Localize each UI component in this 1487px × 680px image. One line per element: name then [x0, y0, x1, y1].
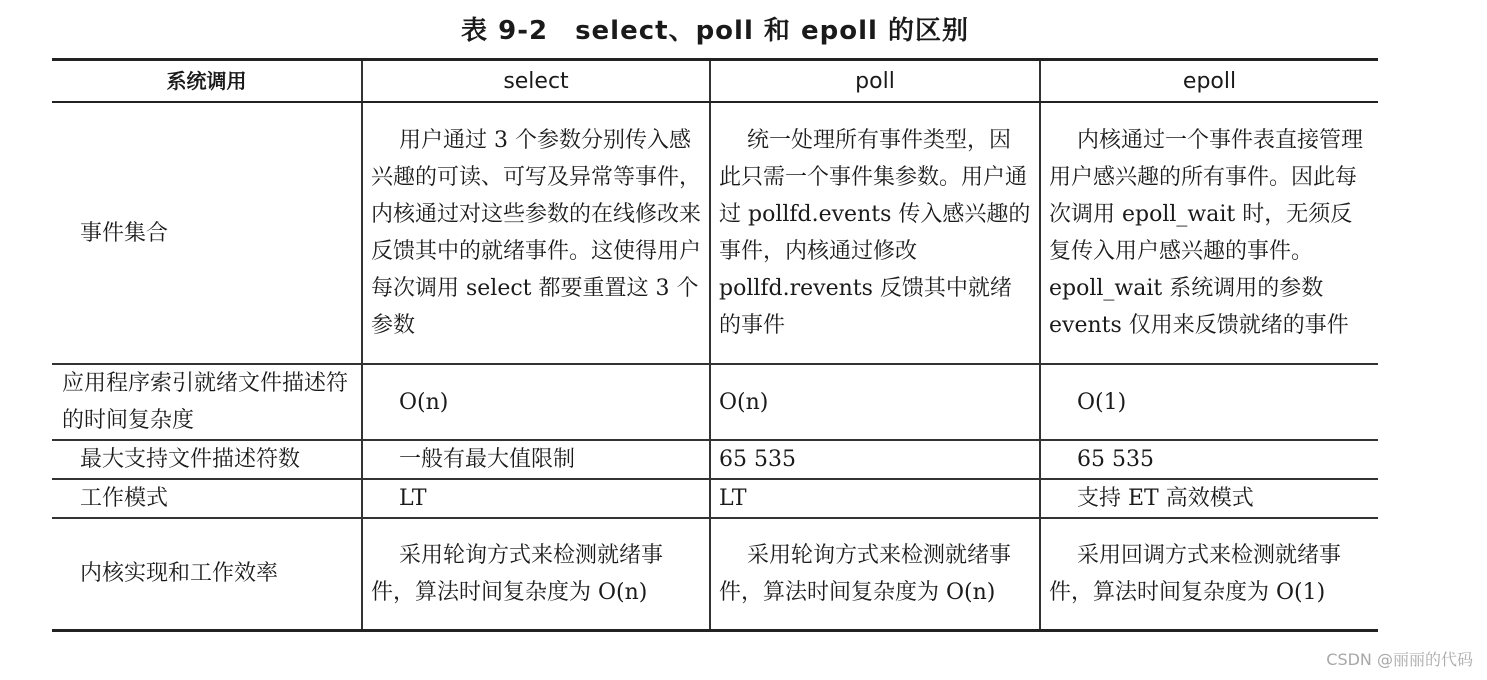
cell-poll-event-set: 统一处理所有事件类型，因此只需一个事件集参数。用户通过 pollfd.events 传入感兴趣的事件，内核通过修改 pollfd.revents 反馈其中就绪的事件 [710, 102, 1040, 364]
cell-poll-index-complexity: O(n) [710, 364, 1040, 440]
table-body [52, 102, 1378, 630]
row-label-index-complexity: 应用程序索引就绪文件描述符的时间复杂度 [52, 364, 362, 440]
table-row [52, 364, 1378, 440]
comparison-table [52, 58, 1378, 632]
cell-epoll-max-fd: 65 535 [1040, 440, 1378, 479]
header-syscall: 系统调用 [52, 60, 362, 103]
header-poll: poll [710, 60, 1040, 103]
table-caption: 表 9-2 select、poll 和 epoll 的区别 [461, 16, 969, 46]
cell-poll-kernel-impl: 采用轮询方式来检测就绪事件，算法时间复杂度为 O(n) [710, 518, 1040, 630]
cell-epoll-work-mode: 支持 ET 高效模式 [1040, 479, 1378, 518]
row-label-kernel-impl: 内核实现和工作效率 [52, 518, 362, 630]
csdn-watermark: CSDN @丽丽的代码 [1326, 650, 1473, 669]
header-row [52, 60, 1378, 103]
cell-poll-max-fd: 65 535 [710, 440, 1040, 479]
cell-select-event-set: 用户通过 3 个参数分别传入感兴趣的可读、可写及异常等事件，内核通过对这些参数的在线修改来反馈其中的就绪事件。这使得用户每次调用 select 都要重置这 3 个参数 [362, 102, 710, 364]
row-label-max-fd: 最大支持文件描述符数 [52, 440, 362, 479]
table-row [52, 479, 1378, 518]
table-row [52, 518, 1378, 630]
header-select: select [362, 60, 710, 103]
cell-epoll-event-set: 内核通过一个事件表直接管理用户感兴趣的所有事件。因此每次调用 epoll_wait 时，无须反复传入用户感兴趣的事件。epoll_wait 系统调用的参数 events 仅用来反馈就绪的事件 [1040, 102, 1378, 364]
table-header [52, 60, 1378, 103]
cell-select-kernel-impl: 采用轮询方式来检测就绪事件，算法时间复杂度为 O(n) [362, 518, 710, 630]
cell-epoll-index-complexity: O(1) [1040, 364, 1378, 440]
row-label-work-mode: 工作模式 [52, 479, 362, 518]
header-epoll: epoll [1040, 60, 1378, 103]
cell-select-work-mode: LT [362, 479, 710, 518]
row-label-event-set: 事件集合 [52, 102, 362, 364]
table-row [52, 440, 1378, 479]
cell-select-max-fd: 一般有最大值限制 [362, 440, 710, 479]
table-row [52, 102, 1378, 364]
cell-poll-work-mode: LT [710, 479, 1040, 518]
cell-select-index-complexity: O(n) [362, 364, 710, 440]
cell-epoll-kernel-impl: 采用回调方式来检测就绪事件，算法时间复杂度为 O(1) [1040, 518, 1378, 630]
